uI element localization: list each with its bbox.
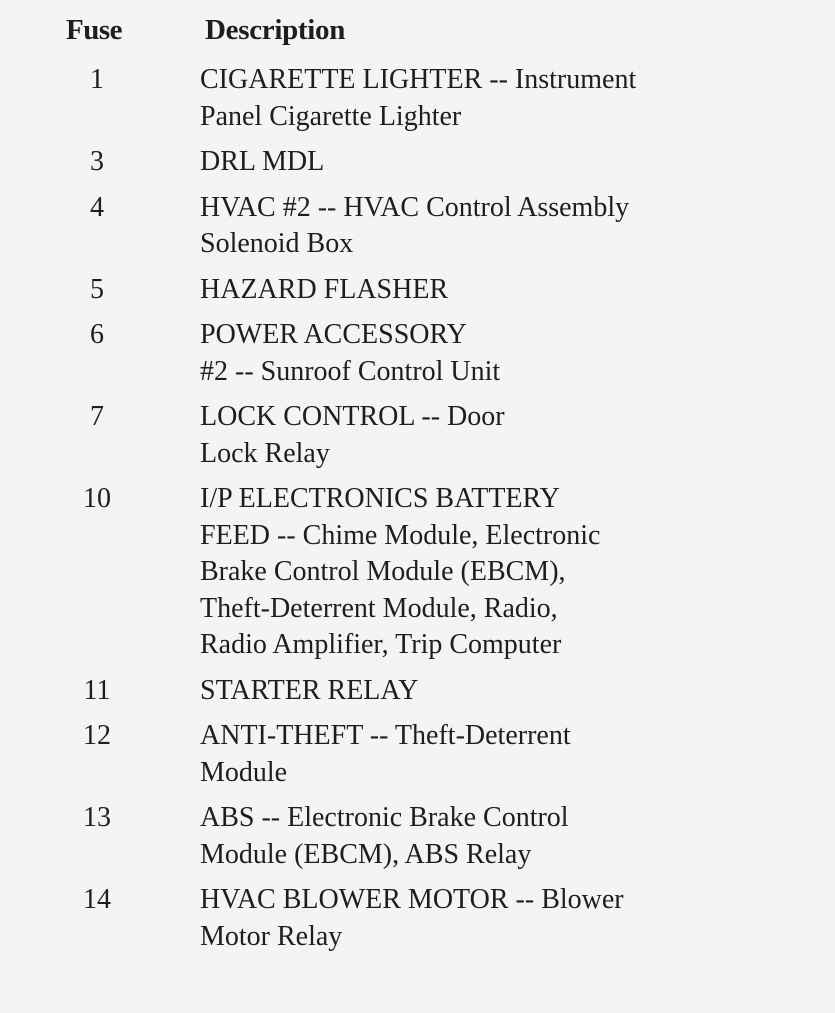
table-row	[0, 190, 835, 263]
fuse-description: DRL MDL	[200, 146, 325, 177]
table-row	[0, 800, 835, 873]
fuse-number: 10	[83, 483, 111, 514]
table-row	[0, 399, 835, 472]
fuse-number: 13	[83, 802, 111, 833]
fuse-number: 3	[90, 146, 104, 177]
fuse-description: HVAC BLOWER MOTOR -- Blower Motor Relay	[200, 884, 624, 952]
table-row	[0, 317, 835, 390]
fuse-number: 4	[90, 191, 104, 223]
table-row	[0, 272, 835, 309]
fuse-description: ABS -- Electronic Brake Control Module (EBCM), ABS Relay	[200, 802, 569, 870]
fuse-column-header: Fuse	[66, 14, 122, 46]
table-row	[0, 144, 835, 181]
fuse-description: CIGARETTE LIGHTER -- Instrument Panel Cigarette Lighter	[200, 64, 637, 132]
fuse-description: ANTI-THEFT -- Theft-Deterrent Module	[200, 720, 571, 788]
fuse-description: POWER ACCESSORY #2 -- Sunroof Control Unit	[200, 319, 501, 387]
fuse-description: HAZARD FLASHER	[200, 273, 449, 305]
table-row	[0, 481, 835, 664]
table-header	[0, 14, 835, 54]
fuse-number: 11	[83, 674, 111, 706]
fuse-number: 12	[83, 720, 111, 751]
description-column-header: Description	[205, 14, 346, 46]
table-row	[0, 882, 835, 955]
fuse-description: I/P ELECTRONICS BATTERY FEED -- Chime Module, Electronic Brake Control Module (EBCM), Theft-Deterrent Module, Radio, Radio Amplifier, Trip Computer	[200, 483, 601, 660]
table-row	[0, 673, 835, 710]
fuse-number: 5	[90, 273, 104, 305]
fuse-description: HVAC #2 -- HVAC Control Assembly Solenoid Box	[200, 191, 630, 259]
fuse-number: 1	[90, 64, 104, 95]
fuse-list	[0, 62, 835, 964]
fuse-number: 14	[83, 884, 111, 915]
table-row	[0, 718, 835, 791]
fuse-description: LOCK CONTROL -- Door Lock Relay	[200, 401, 505, 469]
table-row	[0, 62, 835, 135]
fuse-description: STARTER RELAY	[200, 674, 419, 706]
fuse-number: 6	[90, 319, 104, 350]
fuse-number: 7	[90, 401, 104, 432]
